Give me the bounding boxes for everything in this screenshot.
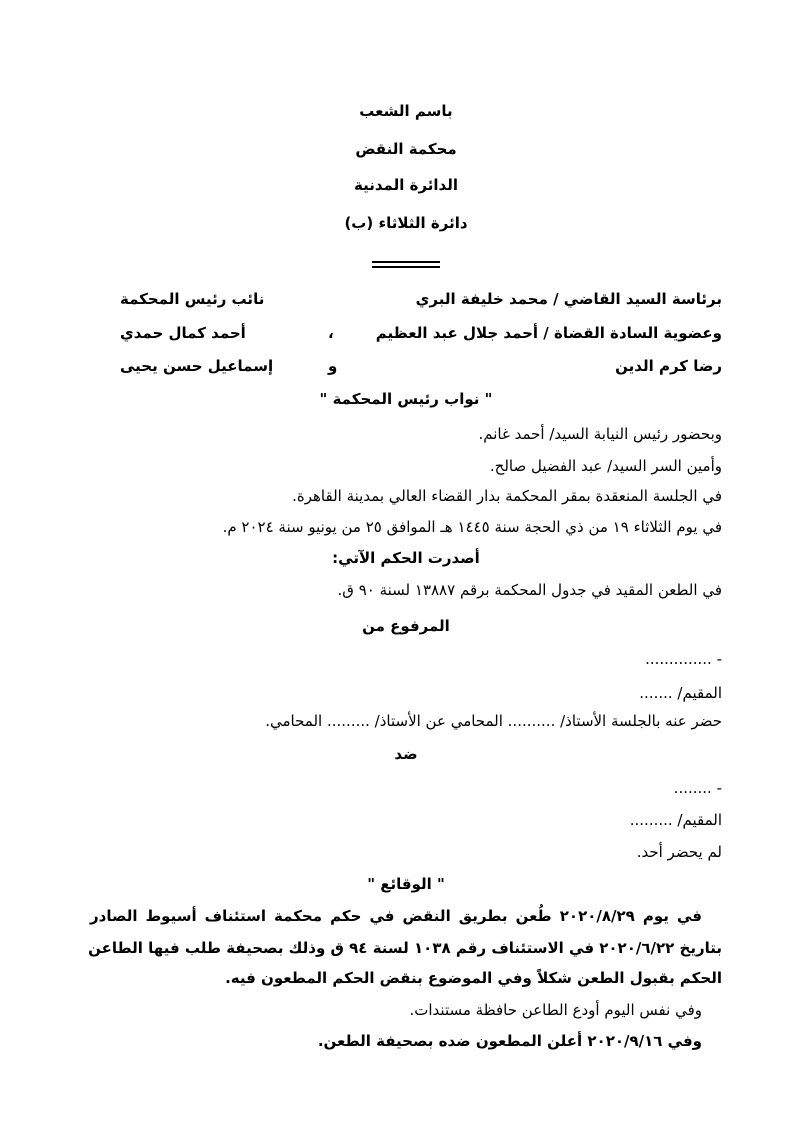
facts-paragraph-1-line-2: بتاريخ ٢٠٢٠/٦/٢٢ في الاستئناف رقم ١٠٣٨ لسنة ٩٤ ق وذلك بصحيفة طلب فيها الطاعن [88,939,722,957]
presiding-title: نائب رئيس المحكمة [120,290,265,308]
members-separator-comma: ، [328,324,334,342]
respondent-attendance: لم يحضر أحد. [636,843,722,861]
appellant-heading: المرفوع من [362,617,450,635]
prosecution-attendance: وبحضور رئيس النيابة السيد/ أحمد غانم. [478,425,722,443]
presiding-judge: برئاسة السيد القاضي / محمد خليفة البري [415,290,722,308]
facts-paragraph-2: وفي نفس اليوم أودع الطاعن حافظة مستندات. [409,1001,702,1019]
header-in-name-of-people: باسم الشعب [359,102,453,120]
facts-heading: " الوقائع " [367,875,445,893]
header-court-name: محكمة النقض [355,140,457,158]
verdict-issued-heading: أصدرت الحكم الآتي: [332,549,480,567]
appeal-number: في الطعن المقيد في جدول المحكمة برقم ١٣٨٨٧ لسنة ٩٠ ق. [337,581,722,599]
header-civil-circuit: الدائرة المدنية [354,176,458,194]
respondent-residence: المقيم/ ......... [629,811,722,829]
members-judge-3: رضا كرم الدين [615,357,722,375]
members-judge-1: وعضوية السادة القضاة / أحمد جلال عبد العظيم [375,324,722,342]
facts-paragraph-3: وفي ٢٠٢٠/٩/١٦ أعلن المطعون ضده بصحيفة الطعن. [317,1032,702,1050]
members-separator-and: و [328,357,338,375]
respondent-name: - ........ [673,779,722,797]
members-judge-2: أحمد كمال حمدي [120,324,246,342]
session-date: في يوم الثلاثاء ١٩ من ذي الحجة سنة ١٤٤٥ هـ الموافق ٢٥ من يونيو سنة ٢٠٢٤ م. [222,518,722,536]
clerk-attendance: وأمين السر السيد/ عبد الفضيل صالح. [489,457,722,475]
appellant-attendance: حضر عنه بالجلسة الأستاذ/ .......... المحامي عن الأستاذ/ ......... المحامي. [265,712,722,730]
header-tuesday-circuit: دائرة الثلاثاء (ب) [344,214,468,232]
appellant-name: - .............. [645,650,722,668]
appellant-residence: المقيم/ ....... [639,684,722,702]
divider-top [372,261,440,263]
facts-paragraph-1-line-1: في يوم ٢٠٢٠/٨/٢٩ طُعن بطريق النقض في حكم محكمة استئناف أسيوط الصادر [90,907,702,925]
divider-bottom [372,266,440,268]
members-judge-4: إسماعيل حسن يحيى [120,357,274,375]
session-place: في الجلسة المنعقدة بمقر المحكمة بدار القضاء العالي بمدينة القاهرة. [292,487,722,505]
deputies-label: " نواب رئيس المحكمة " [319,390,493,408]
respondent-heading: ضد [394,745,418,763]
facts-paragraph-1-line-3: الحكم بقبول الطعن شكلاً وفي الموضوع بنقض الحكم المطعون فيه. [225,969,722,987]
